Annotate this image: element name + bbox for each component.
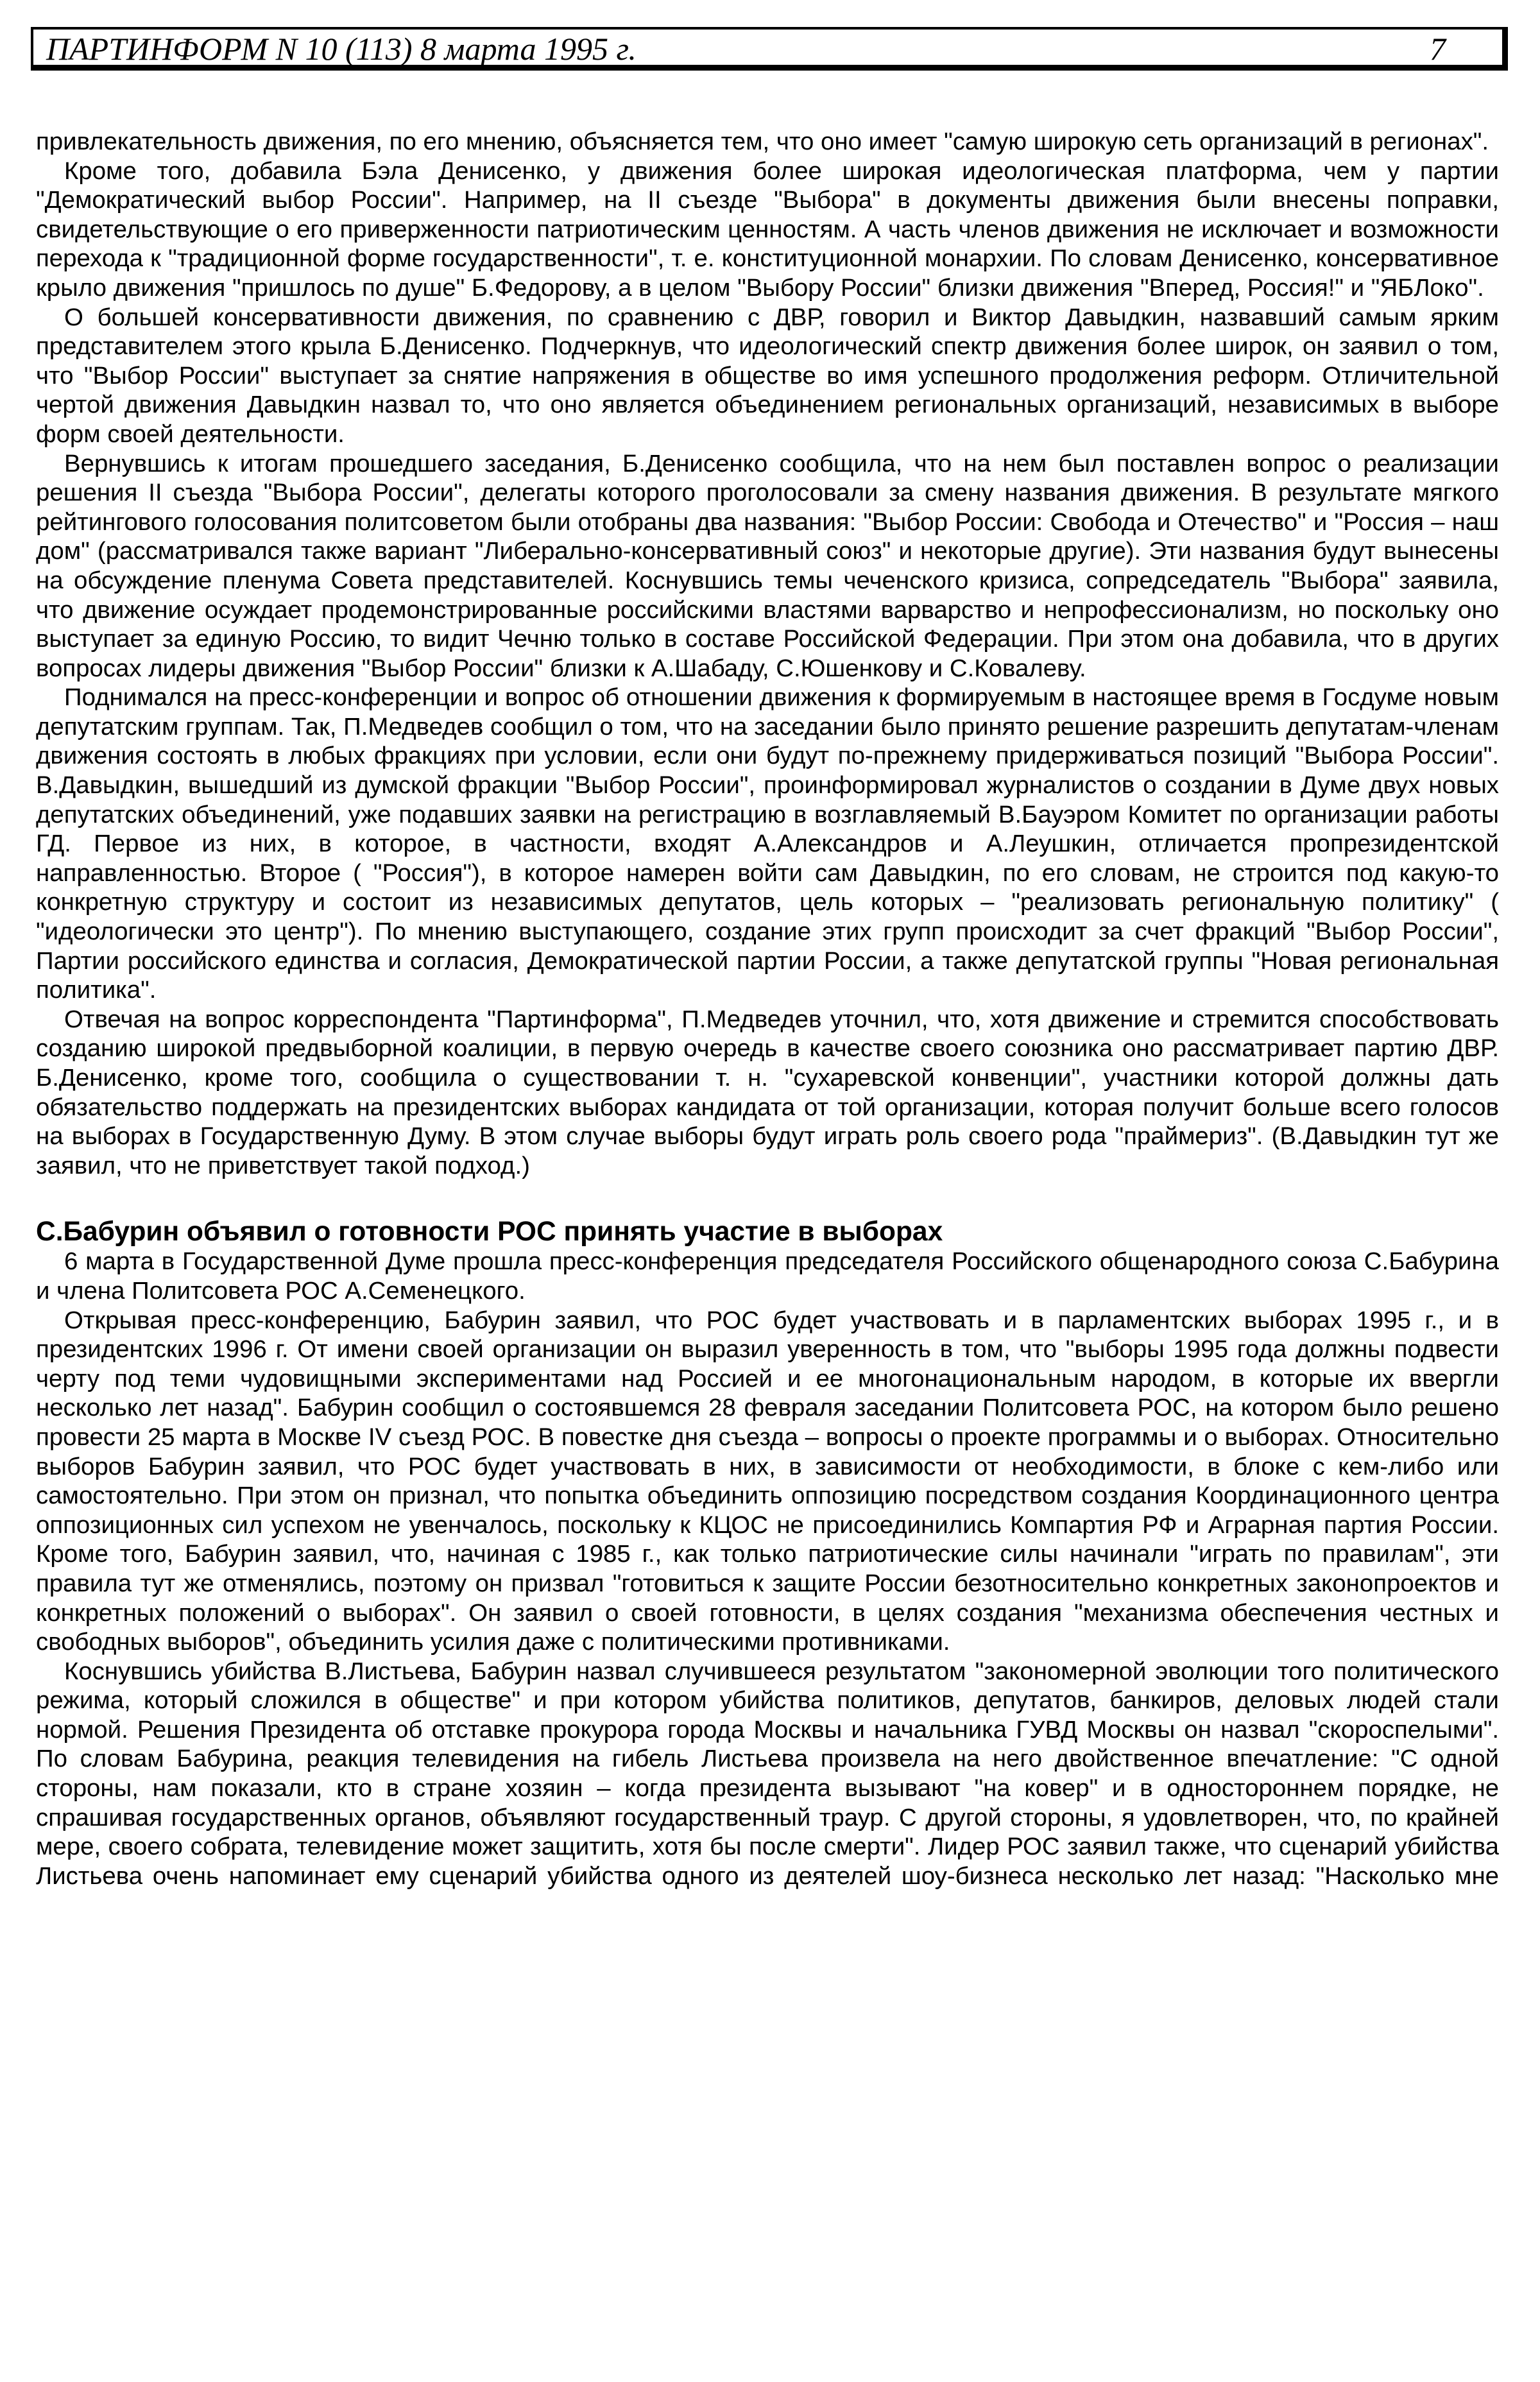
article-continued xyxy=(36,127,1499,1180)
paragraph: О большей консервативности движения, по сравнению с ДВР, говорил и Виктор Давыдкин, назвавший самым ярким представителем этого крыла Б.Денисенко. Подчеркнув, что идеологический спектр движения более широк, он заявил о том, что "Выбор России" выступает за снятие напряжения в обществе во имя успешного продолжения реформ. Отличительной чертой движения Давыдкин назвал то, что оно является объединением региональных организаций, независимых в выборе форм своей деятельности. xyxy=(36,303,1499,448)
article-body xyxy=(36,127,1499,1890)
paragraph: привлекательность движения, по его мнению, объясняется тем, что оно имеет "самую широкую сеть организаций в регионах". xyxy=(36,128,1489,155)
publication-title: ПАРТИНФОРМ N 10 (113) 8 марта 1995 г. xyxy=(46,31,637,67)
paragraph: Вернувшись к итогам прошедшего заседания, Б.Денисенко сообщила, что на нем был поставлен вопрос о реализации решения II съезда "Выбора России", делегаты которого проголосовали за смену названия движения. В результате мягкого рейтингового голосования политсоветом были отобраны два названия: "Выбор России: Свобода и Отечество" и "Россия – наш дом" (рассматривался также вариант "Либерально-консервативный союз" и некоторые другие). Эти названия будут вынесены на обсуждение пленума Совета представителей. Коснувшись темы чеченского кризиса, сопредседатель "Выбора" заявила, что движение осуждает продемонстрированные российскими властями варварство и непрофессионализм, но поскольку оно выступает за единую Россию, то видит Чечню только в составе Российской Федерации. При этом она добавила, что в других вопросах лидеры движения "Выбор России" близки к А.Шабаду, С.Юшенкову и С.Ковалеву. xyxy=(36,449,1499,682)
paragraph: Кроме того, добавила Бэла Денисенко, у движения более широкая идеологическая платформа, чем у партии "Демократический выбор России". Например, на II съезде "Выбора" в документы движения были внесены поправки, свидетельствующие о его приверженности патриотическим ценностям. А часть членов движения не исключает и возможности перехода к "традиционной форме государственности", т. е. конституционной монархии. По словам Денисенко, консервативное крыло движения "пришлось по душе" Б.Федорову, а в целом "Выбору России" близки движения "Вперед, Россия!" и "ЯБЛоко". xyxy=(36,157,1499,302)
paragraph: 6 марта в Государственной Думе прошла пресс-конференция председателя Российского общенародного союза С.Бабурина и члена Политсовета РОС А.Семенецкого. xyxy=(36,1247,1499,1305)
article-headline: С.Бабурин объявил о готовности РОС принять участие в выборах xyxy=(36,1217,943,1247)
paragraph: Открывая пресс-конференцию, Бабурин заявил, что РОС будет участвовать и в парламентских выборах 1995 г., и в президентских 1996 г. От имени своей организации он выразил уверенность в том, что "выборы 1995 года должны подвести черту под теми чудовищными экспериментами над Россией и ее многонациональным народом, в которые их ввергли несколько лет назад". Бабурин сообщил о состоявшемся 28 февраля заседании Политсовета РОС, на котором было решено провести 25 марта в Москве IV съезд РОС. В повестке дня съезда – вопросы о проекте программы и о выборах. Относительно выборов Бабурин заявил, что РОС будет участвовать в них, в зависимости от необходимости, в блоке с кем-либо или самостоятельно. При этом он признал, что попытка объединить оппозицию посредством создания Координационного центра оппозиционных сил успехом не увенчалось, поскольку к КЦОС не присоединились Компартия РФ и Аграрная партия России. Кроме того, Бабурин заявил, что, начиная с 1985 г., как только патриотические силы начинали "играть по правилам", эти правила тут же отменялись, поэтому он призвал "готовиться к защите России безотносительно конкретных законопроектов и конкретных положений о выборах". Он заявил о своей готовности, в целях создания "механизма обеспечения честных и свободных выборов", объединить усилия даже с политическими противниками. xyxy=(36,1306,1499,1656)
page-number: 7 xyxy=(1430,31,1446,67)
article-baburin xyxy=(36,1217,1499,1890)
paragraph: Коснувшись убийства В.Листьева, Бабурин назвал случившееся результатом "закономерной эволюции того политического режима, который сложился в обществе" и при котором убийства политиков, депутатов, банкиров, деловых людей стали нормой. Решения Президента об отставке прокурора города Москвы и начальника ГУВД Москвы он назвал "скороспелыми". По словам Бабурина, реакция телевидения на гибель Листьева произвела на него двойственное впечатление: "С одной стороны, нам показали, кто в стране хозяин – когда президента вызывают "на ковер" и в одностороннем порядке, не спрашивая государственных органов, объявляют государственный траур. С другой стороны, я удовлетворен, что, по крайней мере, своего собрата, телевидение может защитить, хотя бы после смерти". Лидер РОС заявил также, что сценарий убийства Листьева очень напоминает ему сценарий убийства одного из деятелей шоу-бизнеса несколько лет назад: "Насколько мне xyxy=(36,1657,1499,1890)
paragraph: Поднимался на пресс-конференции и вопрос об отношении движения к формируемым в настоящее время в Госдуме новым депутатским группам. Так, П.Медведев сообщил о том, что на заседании было принято решение разрешить депутатам-членам движения состоять в любых фракциях при условии, если они будут по-прежнему придерживаться позиций "Выбора России". В.Давыдкин, вышедший из думской фракции "Выбор России", проинформировал журналистов о создании в Думе двух новых депутатских объединений, уже подавших заявки на регистрацию в возглавляемый В.Бауэром Комитет по организации работы ГД. Первое из них, в которое, в частности, входят А.Александров и А.Леушкин, отличается пропрезидентской направленностью. Второе ( "Россия"), в которое намерен войти сам Давыдкин, по его словам, не строится под какую-то конкретную структуру и состоит из независимых депутатов, цель которых – "реализовать региональную политику" ( "идеологически это центр"). По мнению выступающего, создание этих групп происходит за счет фракций "Выбор России", Партии российского единства и согласия, Демократической партии России, а также депутатской группы "Новая региональная политика". xyxy=(36,683,1499,1004)
page-header xyxy=(31,27,1508,71)
paragraph: Отвечая на вопрос корреспондента "Партинформа", П.Медведев уточнил, что, хотя движение и стремится способствовать созданию широкой предвыборной коалиции, в первую очередь в качестве своего союзника оно рассматривает партию ДВР. Б.Денисенко, кроме того, сообщила о существовании т. н. "сухаревской конвенции", участники которой должны дать обязательство поддержать на президентских выборах кандидата от той организации, которая получит больше всего голосов на выборах в Государственную Думу. В этом случае выборы будут играть роль своего рода "праймериз". (В.Давыдкин тут же заявил, что не приветствует такой подход.) xyxy=(36,1005,1499,1179)
